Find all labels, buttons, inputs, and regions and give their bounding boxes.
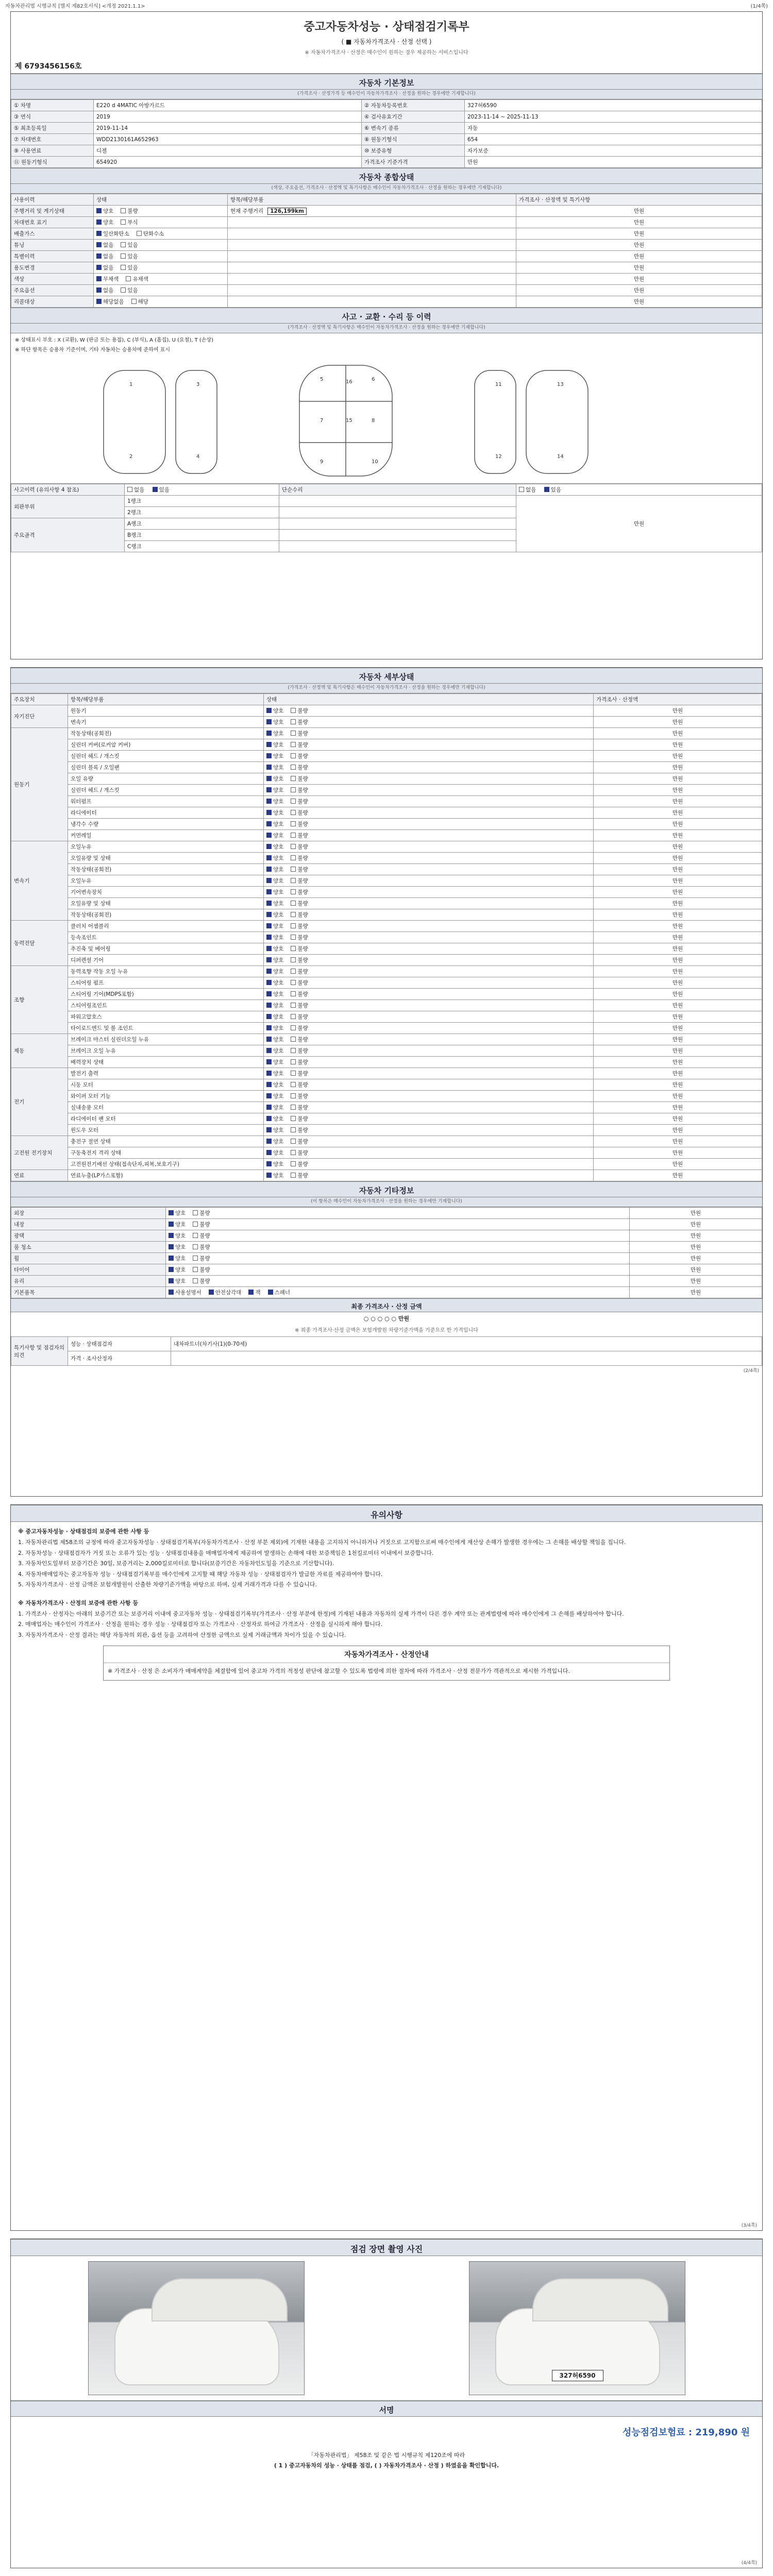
checkbox-option: 양호 [266,1116,283,1122]
checkbox-option: 양호 [266,1150,283,1156]
page-4 [10,2239,763,2568]
checkbox-option: 양호 [169,1267,186,1273]
checkbox-option: 불량 [291,776,308,782]
form-reference: 자동차관리법 시행규칙 [별지 제82호서식] <개정 2021.1.1> [5,3,145,9]
detail-row: 라디에이터 양호 불량 만원 [11,807,762,819]
checkbox-option: 불량 [291,1173,308,1179]
checkbox-option: 불량 [291,901,308,907]
diagram-part-label: 14 [557,454,564,460]
checkbox-option: 양호 [266,980,283,986]
detail-table: 주요장치 항목/해당부품 상태 가격조사 · 산정액 자기진단 원동기 양호 불량 만원 변속기 양호 불량 만원 원동기 작동상태(공회전) 양호 불량 만원 실린더 커버(로커암 커버) 양호 불량 만원 실린더 헤드 / 개스킷 양호 불량 만원 실린더 블록 / 오일팬 양호 불량 만원 오일 유량 양호 불량 만원 실린더 헤드 / 개스킷 양호 불량 만원 워터펌프 양호 불량 만원 라디에이터 양호 불량 만원 냉각수 수량 양호 불량 만원 커먼레일 양호 불량 만원 변속기 오일누유 양호 불량 만원 오일유량 및 상태 양호 불량 만원 작동상태(공회전) 양호 불량 만원 오일누유 양호 불량 만원 기어변속장치 양호 불량 만원 오일유량 및 상태 양호 불량 만원 작동상태(공회전) 양호 불량 만원 동력전달 클러치 어셈블리 양호 불량 만원 등속조인트 양호 불량 만원 추진축 및 베어링 양호 불량 만원 디퍼렌셜 기어 양호 불량 만원 조향 동력조향 작동 오일 누유 양호 불량 만원 스티어링 펌프 양호 불량 만원 스티어링 기어(MDPS포함) 양호 불량 만원 스티어링조인트 양호 불량 만원 파워고압호스 양호 불량 만원 타이로드엔드 및 볼 조인트 양호 불량 만원 제동 브레이크 마스터 실린더오일 누유 양호 불량 만원 브레이크 오일 누유 양호 불량 만원 배력장치 상태 양호 불량 만원 전기 발전기 출력 양호 불량 만원 시동 모터 양호 불량 만원 와이퍼 모터 기능 양호 불량 만원 실내송풍 모터 양호 불량 만원 라디에이터 팬 모터 양호 불량 만원 윈도우 모터 양호 불량 만원 고전원 전기장치 충전구 절연 상태 양호 불량 만원 구동축전지 격리 상태 양호 불량 만원 고전원전기배선 상태(접속단자,피복,보호기구) 양호 불량 만원 연료 연료누출(LP가스포함) 양호 불량 만원 [11,693,762,1181]
checkbox-option: 불량 [291,1071,308,1077]
checkbox-option: 불량 [291,1127,308,1133]
detail-row: 타이로드엔드 및 볼 조인트 양호 불량 만원 [11,1023,762,1034]
checkbox-option: 불량 [291,1003,308,1009]
checkbox-option: 있음 [121,287,138,294]
checkbox-option: 불량 [291,765,308,771]
checkbox-option: 없음 [96,242,113,248]
detail-row: 작동상태(공회전) 양호 불량 만원 [11,909,762,921]
detail-row: 변속기 양호 불량 만원 [11,717,762,728]
checkbox-option: 양호 [266,1173,283,1179]
checkbox-option: 스패너 [268,1290,290,1296]
general-status-row: 특별이력 없음 있음 만원 [11,251,762,262]
document-id: 제 6793456156호 [11,59,762,74]
checkbox-option: 불량 [291,923,308,929]
checkbox-option: 있음 [121,253,138,260]
accident-legend-2: ※ 하단 항목은 승용차 기준이며, 기타 자동차는 승용차에 준하여 표시 [15,347,170,353]
checkbox-option: 양호 [266,1127,283,1133]
detail-row: 윈도우 모터 양호 불량 만원 [11,1125,762,1136]
other-info-row: 휠 양호 불량 만원 [11,1253,762,1264]
final-price-heading: 최종 가격조사 · 산정 금액 [11,1298,762,1312]
price-notice-title: 자동차가격조사 · 산정안내 [104,1646,669,1663]
final-price-value: ○ ○ ○ ○ ○ 만원 [363,1315,410,1322]
detail-row: 오일유량 및 상태 양호 불량 만원 [11,853,762,864]
note-line: 5. 자동차가격조사 · 산정 금액은 보험개발원이 산출한 차량기준가액을 바탕으로 하며, 실제 거래가격과 다를 수 있습니다. [18,1581,317,1588]
checkbox-option: 불량 [291,1025,308,1031]
diagram-part-label: 10 [372,459,378,465]
detail-row: 커먼레일 양호 불량 만원 [11,830,762,841]
checkbox-option: 양호 [169,1244,186,1250]
col-items: 항목/해당부품 [228,194,516,206]
accident-legend: ※ 상태표시 부호 : X (교환), W (판금 또는 용접), C (부식), A (흠집), U (요철), T (손상) [15,337,214,343]
checkbox-option: 불량 [291,708,308,714]
checkbox-option: 불량 [291,1161,308,1167]
diagram-part-label: 9 [320,459,324,465]
diagram-part-label: 6 [372,377,375,382]
checkbox-option: 양호 [266,878,283,884]
diagram-part-label: 13 [557,382,564,387]
checkbox-option: 있음 [121,265,138,271]
general-status-row: 차대번호 표기 양호 부식 만원 [11,217,762,228]
detail-row: 연료 연료누출(LP가스포함) 양호 불량 만원 [11,1170,762,1181]
basic-info-row: ③ 연식 2019 ④ 검사유효기간 2023-11-14 ~ 2025-11-13 [11,111,762,123]
page-4-number: (4/4쪽) [741,2561,757,2566]
note-line: 2. 자동차성능 · 상태점검자가 거짓 또는 오류가 있는 성능 · 상태점검내용을 매매업자에게 제공하여 발생하는 손해에 대한 보증책임은 1천킬로미터 이내에서 보증합니다. [18,1549,434,1556]
detail-row: 실린더 블록 / 오일팬 양호 불량 만원 [11,762,762,773]
detail-row: 배력장치 상태 양호 불량 만원 [11,1057,762,1068]
checkbox-option: 양호 [266,731,283,737]
checkbox-option: 양호 [266,1161,283,1167]
checkbox-option: 양호 [169,1278,186,1284]
diagram-part-label: 3 [196,382,200,387]
detail-row: 작동상태(공회전) 양호 불량 만원 [11,864,762,875]
detail-row: 오일 유량 양호 불량 만원 [11,773,762,785]
checkbox-option: 불량 [291,957,308,963]
detail-row: 디퍼렌셜 기어 양호 불량 만원 [11,955,762,966]
diagram-part-label: 11 [495,382,502,387]
checkbox-option: 양호 [266,957,283,963]
checkbox-option: 없음 [96,287,113,294]
outer-panel-label: 외판부위 [11,496,125,518]
basic-info-heading: 자동차 기본정보 [11,74,762,90]
checkbox-option: 양호 [266,776,283,782]
checkbox-option: 불량 [193,1267,210,1273]
page-number: (1/4쪽) [750,3,768,9]
checkbox-option: 양호 [266,1025,283,1031]
detail-row: 고전원전기배선 상태(접속단자,피복,보호기구) 양호 불량 만원 [11,1159,762,1170]
general-status-row: 주행거리 및 계기상태 양호 불량 현재 주행거리 126,199km 만원 [11,206,762,217]
detail-row: 기어변속장치 양호 불량 만원 [11,887,762,898]
basic-info-note: (가격조사 · 산정가격 등 매수인이 자동차가격조사 · 산정을 원하는 경우에만 기재합니다) [11,90,762,99]
checkbox-option: 양호 [266,719,283,725]
diagram-part-label: 2 [129,454,133,460]
general-status-row: 튜닝 없음 있음 만원 [11,240,762,251]
accident-no-checkbox [127,487,132,492]
price-notice-box [103,1646,670,1681]
checkbox-option: 양호 [266,1059,283,1065]
checkbox-option: 불량 [193,1244,210,1250]
checkbox-option: 불량 [193,1278,210,1284]
notes-subheading-2: ※ 자동차가격조사 · 산정의 보증에 관한 사항 등 [18,1599,138,1606]
diagram-part-label: 12 [495,454,502,460]
detail-row: 워터펌프 양호 불량 만원 [11,796,762,807]
checkbox-option: 불량 [291,912,308,918]
checkbox-option: 양호 [266,844,283,850]
special-notes-table: 특기사항 및 점검자의 의견 성능 · 상태점검자 내차파트너(차기사(1)(0-70세) 가격 · 조사산정자 [11,1336,762,1366]
checkbox-option: 일산화탄소 [96,231,129,237]
signature-footnote-1: 「자동차관리법」 제58조 및 같은 법 시행규칙 제120조에 따라 [308,2452,465,2459]
checkbox-option: 양호 [266,855,283,861]
diagram-part-label: 4 [196,454,200,460]
diagram-part-label: 16 [346,379,352,385]
detail-row: 조향 동력조향 작동 오일 누유 양호 불량 만원 [11,966,762,977]
accident-table: 사고이력 (유의사항 4 참조) 없음 있음 단순수리 없음 있음 외판부위 1랭크 만원 2랭크 주요골격 A랭크 B랭크 C랭크 [11,484,762,552]
page-title: 중고자동차성능 · 상태점검기록부 [304,21,469,33]
checkbox-option: 무채색 [96,276,119,282]
detail-row: 실린더 헤드 / 개스킷 양호 불량 만원 [11,751,762,762]
general-status-row: 색상 무채색 유채색 만원 [11,274,762,285]
signature-footnote-2: ( 1 ) 중고자동차의 성능 · 상태를 점검, ( ) 자동차가격조사 · 산정 ) 하였음을 확인합니다. [274,2462,499,2469]
checkbox-option: 양호 [266,1003,283,1009]
checkbox-option: 불량 [291,889,308,895]
checkbox-option: 불량 [291,1105,308,1111]
checkbox-option: 불량 [291,833,308,839]
detail-row: 변속기 오일누유 양호 불량 만원 [11,841,762,853]
checkbox-option: 양호 [169,1222,186,1228]
page-3 [10,1504,763,2231]
subtitle-note: ※ 자동차가격조사 · 산정은 매수인이 원하는 경우 제공하는 서비스입니다 [305,50,468,56]
checkbox-option: 불량 [291,844,308,850]
general-status-row: 리콜대상 해당없음 해당 만원 [11,296,762,308]
checkbox-option: 불량 [121,208,138,214]
general-status-row: 주요옵션 없음 있음 만원 [11,285,762,296]
checkbox-option: 불량 [291,719,308,725]
checkbox-option: 불량 [193,1256,210,1262]
checkbox-option: 불량 [291,1059,308,1065]
insurance-fee: 성능점검보험료 : 219,890 원 [622,2427,750,2438]
checkbox-option: 양호 [266,833,283,839]
other-info-heading: 자동차 기타정보 [11,1181,762,1197]
checkbox-option: 불량 [291,1139,308,1145]
detail-row: 원동기 작동상태(공회전) 양호 불량 만원 [11,728,762,739]
detail-row: 스티어링 기어(MDPS포함) 양호 불량 만원 [11,989,762,1000]
detail-row: 파워고압호스 양호 불량 만원 [11,1011,762,1023]
page-2 [10,667,763,1497]
checkbox-option: 양호 [266,901,283,907]
checkbox-option: 불량 [291,1150,308,1156]
frame-label: 주요골격 [11,518,125,552]
checkbox-option: 양호 [266,708,283,714]
detail-row: 냉각수 수량 양호 불량 만원 [11,819,762,830]
page-3-number: (3/4쪽) [741,2223,757,2228]
mileage-value: 126,199km [267,208,307,215]
basic-info-row: ⑪ 원동기형식 654920 가격조사 기준가격 만원 [11,157,762,168]
checkbox-option: 양호 [266,1082,283,1088]
accident-note: (가격조사 · 산정액 및 특기사항은 매수인이 자동차가격조사 · 산정을 원하는 경우에만 기재합니다) [11,324,762,333]
checkbox-option: 사용설명서 [169,1290,201,1296]
notes-heading: 유의사항 [11,1505,762,1522]
detail-row: 제동 브레이크 마스터 실린더오일 누유 양호 불량 만원 [11,1034,762,1045]
checkbox-option: 불량 [193,1233,210,1239]
detail-row: 추진축 및 베어링 양호 불량 만원 [11,943,762,955]
checkbox-option: 불량 [291,742,308,748]
detail-row: 스티어링 펌프 양호 불량 만원 [11,977,762,989]
basic-info-row: ⑦ 차대번호 WDD2130161A652963 ⑧ 원동기형식 654 [11,134,762,145]
page-1 [10,11,763,659]
checkbox-option: 불량 [291,1093,308,1099]
checkbox-option: 양호 [266,867,283,873]
detail-heading: 자동차 세부상태 [11,668,762,684]
checkbox-option: 양호 [266,935,283,941]
diagram-part-label: 5 [320,377,324,382]
checkbox-option: 불량 [291,867,308,873]
checkbox-option: 잭 [248,1290,260,1296]
detail-row: 오일유량 및 상태 양호 불량 만원 [11,898,762,909]
detail-row: 동력전달 클러치 어셈블리 양호 불량 만원 [11,921,762,932]
checkbox-option: 불량 [291,991,308,997]
checkbox-option: 불량 [291,799,308,805]
inspection-photo-front [88,2261,305,2395]
note-line: 3. 자동차인도일부터 보증기간은 30일, 보증거리는 2,000킬로미터로 합니다(보증기간은 자동차인도일을 기준으로 기산합니다). [18,1560,334,1567]
inspector-opinion: 내차파트너(차기사(1)(0-70세) [171,1337,762,1351]
notes-list-2 [11,1609,762,1641]
general-status-table [11,194,762,308]
checkbox-option: 양호 [169,1210,186,1216]
checkbox-option: 양호 [266,1105,283,1111]
other-info-note: (이 항목은 매수인이 자동차가격조사 · 산정을 원하는 경우에만 기재합니다) [11,1197,762,1207]
note-line: 2. 매매업자는 매수인이 가격조사 · 산정을 원하는 경우 성능 · 상태점검자 또는 가격조사 · 산정자로 하여금 가격조사 · 산정을 실시하게 해야 합니다. [18,1621,383,1628]
col-history: 사용이력 [11,194,94,206]
note-line: 1. 자동차관리법 제58조의 규정에 따라 중고자동차성능 · 상태점검기록부(자동차가격조사 · 산정 부분 제외)에 기재한 내용을 고지하지 아니하거나 거짓으로 고지함으로써 매수인에게 재산상 손해가 발생한 경우에는 그 손해를 배상할 책임을 집니다. [18,1539,626,1546]
diagram-part-label: 7 [320,418,324,423]
checkbox-option: 불량 [291,946,308,952]
notes-subheading-1: ※ 중고자동차성능 · 상태점검의 보증에 관한 사항 등 [18,1528,149,1535]
license-plate: 327허6590 [552,2370,603,2381]
checkbox-option: 양호 [96,208,113,214]
photos-heading: 점검 장면 촬영 사진 [11,2239,762,2256]
basic-info-row: ① 차명 E220 d 4MATIC 아방가르드 ② 자동차등록번호 327허6590 [11,100,762,111]
diagram-part-label: 15 [346,418,352,423]
basic-items-row: 기본품목 사용설명서 안전삼각대 잭 스패너 만원 [11,1287,762,1298]
checkbox-option: 불량 [193,1222,210,1228]
checkbox-option: 양호 [266,991,283,997]
col-status: 상태 [94,194,228,206]
checkbox-option: 양호 [266,1014,283,1020]
other-info-row: 외장 양호 불량 만원 [11,1208,762,1219]
checkbox-option: 불량 [291,731,308,737]
car-diagram [11,355,762,484]
checkbox-option: 양호 [96,219,113,226]
detail-row: 실린더 커버(로커암 커버) 양호 불량 만원 [11,739,762,751]
detail-row: 구동축전지 격리 상태 양호 불량 만원 [11,1147,762,1159]
checkbox-option: 양호 [266,889,283,895]
detail-row: 라디에이터 팬 모터 양호 불량 만원 [11,1113,762,1125]
subtitle: ( ■ 자동차가격조사 · 산정 선택 ) [341,38,432,45]
signature-heading: 서명 [11,2401,762,2417]
accident-heading: 사고 · 교환 · 수리 등 이력 [11,308,762,324]
checkbox-option: 탄화수소 [137,231,164,237]
other-info-row: 광택 양호 불량 만원 [11,1230,762,1242]
checkbox-option: 불량 [291,980,308,986]
checkbox-option: 양호 [266,765,283,771]
checkbox-option: 불량 [193,1210,210,1216]
checkbox-option: 불량 [291,1116,308,1122]
detail-row: 실린더 헤드 / 개스킷 양호 불량 만원 [11,785,762,796]
checkbox-option: 불량 [291,753,308,759]
checkbox-option: 양호 [266,742,283,748]
detail-row: 오일누유 양호 불량 만원 [11,875,762,887]
checkbox-option: 양호 [266,1048,283,1054]
car-outline-icon [11,355,762,484]
checkbox-option: 불량 [291,935,308,941]
detail-row: 실내송풍 모터 양호 불량 만원 [11,1102,762,1113]
inspection-photo-rear [469,2261,685,2395]
checkbox-option: 양호 [266,753,283,759]
general-status-row: 용도변경 없음 있음 만원 [11,262,762,274]
checkbox-option: 양호 [266,1139,283,1145]
checkbox-option: 양호 [266,923,283,929]
checkbox-option: 없음 [96,265,113,271]
checkbox-option: 양호 [266,1037,283,1043]
other-info-table [11,1207,762,1298]
checkbox-option: 유채색 [126,276,148,282]
notes-list-1 [11,1537,762,1590]
other-info-row: 내장 양호 불량 만원 [11,1219,762,1230]
checkbox-option: 불량 [291,878,308,884]
checkbox-option: 양호 [266,969,283,975]
checkbox-option: 불량 [291,1014,308,1020]
detail-row: 스티어링조인트 양호 불량 만원 [11,1000,762,1011]
other-info-row: 타이어 양호 불량 만원 [11,1264,762,1276]
checkbox-option: 해당 [131,299,148,305]
simple-repair-label: 단순수리 [279,484,516,496]
checkbox-option: 양호 [266,787,283,793]
detail-row: 시동 모터 양호 불량 만원 [11,1079,762,1091]
other-info-row: 유리 양호 불량 만원 [11,1276,762,1287]
checkbox-option: 양호 [169,1233,186,1239]
diagram-part-label: 8 [372,418,375,423]
detail-row: 전기 발전기 출력 양호 불량 만원 [11,1068,762,1079]
detail-note: (가격조사 · 산정액 및 특기사항은 매수인이 자동차가격조사 · 산정을 원하는 경우에만 기재합니다) [11,684,762,693]
detail-row: 와이퍼 모터 기능 양호 불량 만원 [11,1091,762,1102]
detail-row: 고전원 전기장치 충전구 절연 상태 양호 불량 만원 [11,1136,762,1147]
final-price-note: ※ 최종 가격조사·산정 금액은 보험개발원 차량기준가액을 기준으로 한 가격입니다 [295,1328,478,1333]
basic-info-table [11,99,762,168]
checkbox-option: 양호 [266,912,283,918]
checkbox-option: 부식 [121,219,138,226]
other-info-row: 룸 청소 양호 불량 만원 [11,1242,762,1253]
checkbox-option: 양호 [266,1071,283,1077]
note-line: 1. 가격조사 · 산정자는 아래의 보증기간 또는 보증거리 이내에 중고자동차 성능 · 상태점검기록부(가격조사 · 산정 부분에 한정)에 기재된 내용과 자동차의 실제 가격이 다른 경우 계약 또는 관계법령에 따라 매수인에게 그 손해를 배상하여야 합니다. [18,1610,624,1617]
checkbox-option: 불량 [291,855,308,861]
page-2-number: (2/4쪽) [743,1368,759,1374]
accident-yes-checkbox [153,487,158,492]
checkbox-option: 있음 [121,242,138,248]
checkbox-option: 양호 [266,946,283,952]
checkbox-option: 안전삼각대 [209,1290,242,1296]
col-price: 가격조사 · 산정액 및 특기사항 [516,194,762,206]
checkbox-option: 불량 [291,821,308,827]
checkbox-option: 양호 [266,1093,283,1099]
checkbox-option: 해당없음 [96,299,124,305]
detail-row: 브레이크 오일 누유 양호 불량 만원 [11,1045,762,1057]
checkbox-option: 양호 [169,1256,186,1262]
price-notice-text: ※ 가격조사 · 산정 은 소비자가 매매계약을 체결함에 있어 중고차 가격의 적정성 판단에 참고할 수 있도록 법령에 의한 절차에 따라 가격조사 · 산정 전문가가 객관적으로 제시한 가격입니다. [108,1668,570,1674]
checkbox-option: 불량 [291,969,308,975]
special-notes-label: 특기사항 및 점검자의 의견 [11,1337,68,1366]
basic-info-row: ⑤ 최초등록일 2019-11-14 ⑥ 변속기 종류 자동 [11,123,762,134]
checkbox-option: 불량 [291,1037,308,1043]
general-status-heading: 자동차 종합상태 [11,168,762,184]
checkbox-option: 없음 [96,253,113,260]
checkbox-option: 양호 [266,810,283,816]
detail-row: 등속조인트 양호 불량 만원 [11,932,762,943]
checkbox-option: 불량 [291,1048,308,1054]
checkbox-option: 양호 [266,821,283,827]
checkbox-option: 불량 [291,810,308,816]
checkbox-option: 불량 [291,787,308,793]
checkbox-option: 양호 [266,799,283,805]
note-line: 4. 자동차매매업자는 중고자동차 성능 · 상태점검기록부를 매수인에게 고지할 때 해당 자동차 성능 · 상태점검자가 발급한 자료를 제공하여야 합니다. [18,1570,383,1578]
top-bar [0,0,773,10]
general-status-note: (색상, 주요옵션, 가격조사 · 산정액 및 특기사항은 매수인이 자동차가격조사 · 산정을 원하는 경우에만 기재합니다) [11,184,762,194]
diagram-part-label: 1 [129,382,133,387]
detail-row: 자기진단 원동기 양호 불량 만원 [11,705,762,717]
accident-history-label: 사고이력 (유의사항 4 참조) [11,484,125,496]
note-line: 3. 자동차가격조사 · 산정 결과는 해당 자동차의 외관, 옵션 등을 고려하여 산정한 금액으로 실제 거래금액과 차이가 있을 수 있습니다. [18,1631,346,1638]
checkbox-option: 불량 [291,1082,308,1088]
basic-info-row: ⑨ 사용연료 디젤 ⑩ 보증유형 자가보증 [11,145,762,157]
general-status-row: 배출가스 일산화탄소 탄화수소 만원 [11,228,762,240]
